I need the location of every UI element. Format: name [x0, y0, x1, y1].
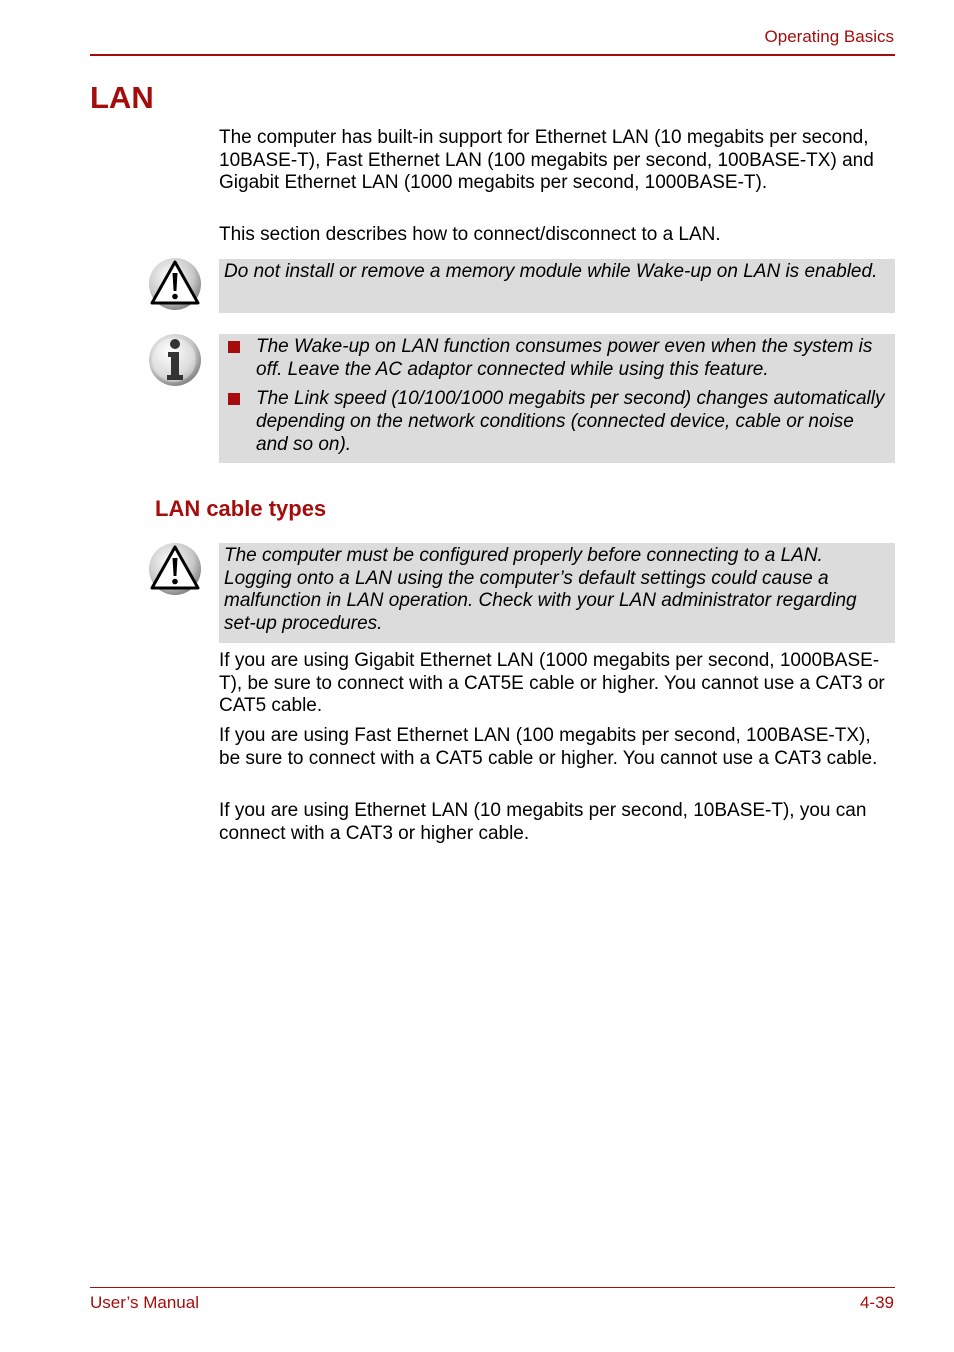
cable-paragraph-fast-ethernet: If you are using Fast Ethernet LAN (100 megabits per second, 100BASE-TX), be sure to connect with a CAT5 cable or higher. You cannot use a CAT3 cable. [219, 725, 878, 769]
intro-paragraph-1: The computer has built-in support for Ethernet LAN (10 megabits per second, 10BASE-T), Fast Ethernet LAN (100 megabits per second, 100BASE-TX) and Gigabit Ethernet LAN (1000 megabits per second, 1000BASE-T). [219, 127, 874, 194]
list-item [224, 388, 889, 456]
caution-text: The computer must be configured properly before connecting to a LAN. Logging onto a LAN using the computer’s default settings could cause a malfunction in LAN operation. Check with your LAN administrator regarding set-up procedures. [224, 545, 857, 635]
note-box [219, 334, 895, 463]
warning-triangle-icon [148, 542, 202, 596]
caution-box-wake-on-lan [219, 259, 895, 313]
cable-paragraph-ethernet: If you are using Ethernet LAN (10 megabits per second, 10BASE-T), you can connect with a CAT3 or higher cable. [219, 800, 867, 844]
info-icon [148, 333, 202, 387]
bullet-square-icon [228, 341, 240, 353]
header-section-title: Operating Basics [764, 27, 894, 46]
page-title: LAN [90, 80, 154, 115]
header-rule [90, 54, 895, 56]
section-subheading: LAN cable types [155, 496, 327, 521]
note-list [224, 336, 889, 457]
note-item-text: The Wake-up on LAN function consumes power even when the system is off. Leave the AC adaptor connected while using this feature. [256, 336, 873, 380]
intro-paragraph-2: This section describes how to connect/disconnect to a LAN. [219, 224, 721, 245]
caution-text: Do not install or remove a memory module while Wake-up on LAN is enabled. [224, 261, 878, 282]
note-item-text: The Link speed (10/100/1000 megabits per second) changes automatically depending on the network conditions (connected device, cable or noise and so on). [256, 388, 885, 455]
cable-paragraph-gigabit: If you are using Gigabit Ethernet LAN (1000 megabits per second, 1000BASE-T), be sure to connect with a CAT5E cable or higher. You cannot use a CAT3 or CAT5 cable. [219, 650, 885, 717]
footer-manual-title: User’s Manual [90, 1293, 199, 1312]
footer-page-number: 4-39 [859, 1293, 894, 1312]
warning-triangle-icon [148, 257, 202, 311]
footer-rule [90, 1287, 895, 1288]
list-item [224, 336, 889, 381]
caution-box-configuration [219, 543, 895, 643]
bullet-square-icon [228, 393, 240, 405]
